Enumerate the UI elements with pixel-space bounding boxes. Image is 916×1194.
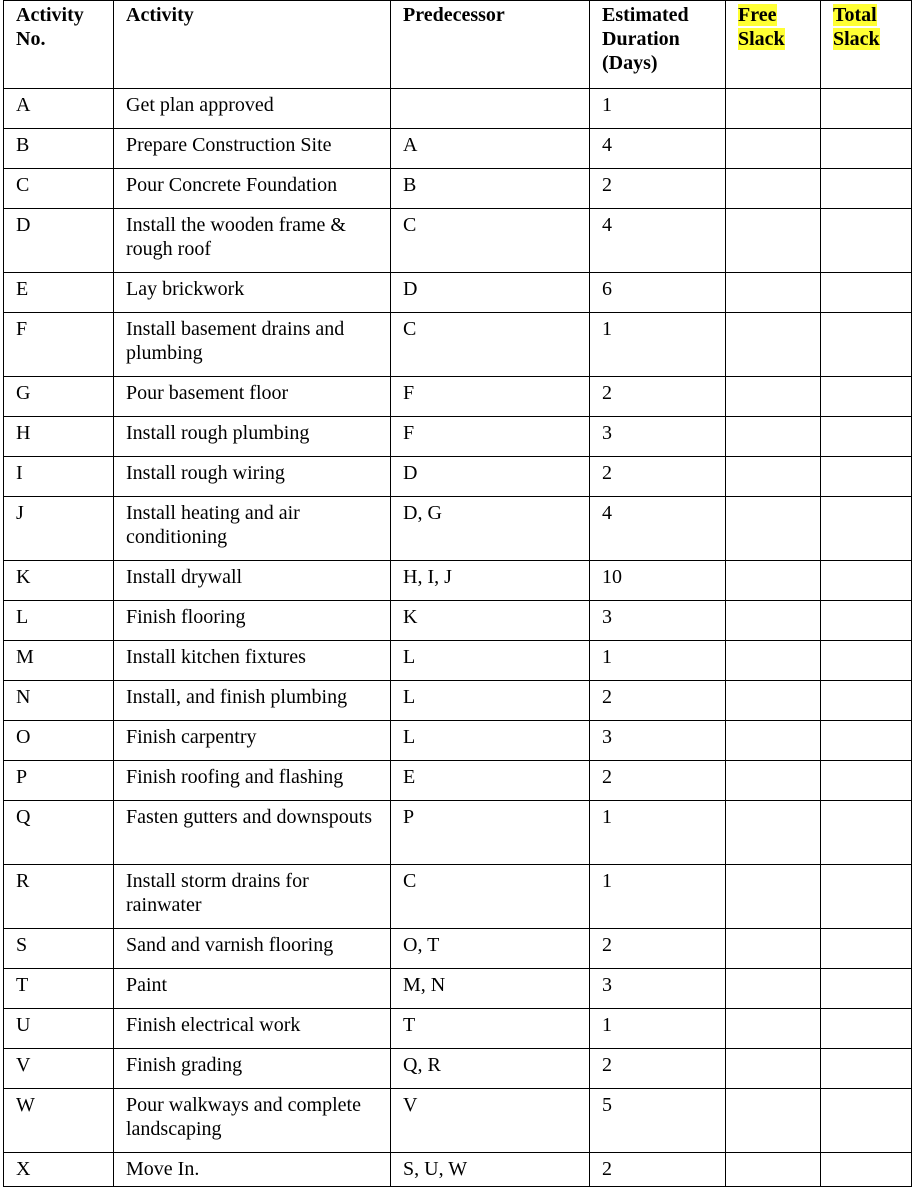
cell-no: R [4,865,114,929]
cell-free-slack[interactable] [726,1153,821,1187]
cell-total-slack[interactable] [821,601,912,641]
cell-free-slack[interactable] [726,601,821,641]
table-row [4,641,912,681]
header-row [4,1,912,89]
cell-duration: 2 [590,1049,726,1089]
cell-free-slack[interactable] [726,969,821,1009]
cell-total-slack[interactable] [821,417,912,457]
table-row [4,273,912,313]
table-row [4,561,912,601]
cell-activity: Install heating and air conditioning [114,497,391,561]
cell-total-slack[interactable] [821,129,912,169]
header-predecessor: Predecessor [391,1,590,89]
cell-duration: 3 [590,721,726,761]
cell-duration: 1 [590,89,726,129]
cell-no: I [4,457,114,497]
cell-no: M [4,641,114,681]
cell-free-slack[interactable] [726,273,821,313]
cell-activity: Lay brickwork [114,273,391,313]
cell-free-slack[interactable] [726,641,821,681]
header-activity-no: Activity No. [4,1,114,89]
table-row [4,1153,912,1187]
table-row [4,1009,912,1049]
cell-free-slack[interactable] [726,89,821,129]
cell-free-slack[interactable] [726,497,821,561]
table-row [4,417,912,457]
cell-no: P [4,761,114,801]
cell-activity: Install storm drains for rainwater [114,865,391,929]
cell-duration: 2 [590,929,726,969]
cell-no: U [4,1009,114,1049]
cell-free-slack[interactable] [726,377,821,417]
cell-predecessor: D, G [391,497,590,561]
cell-free-slack[interactable] [726,1089,821,1153]
table-row [4,313,912,377]
cell-predecessor: V [391,1089,590,1153]
cell-predecessor: L [391,681,590,721]
cell-predecessor: P [391,801,590,865]
cell-total-slack[interactable] [821,1049,912,1089]
cell-free-slack[interactable] [726,681,821,721]
cell-duration: 1 [590,801,726,865]
total-slack-label: Total Slack [833,4,880,50]
cell-predecessor: E [391,761,590,801]
cell-no: B [4,129,114,169]
cell-activity: Fasten gutters and downspouts [114,801,391,865]
cell-total-slack[interactable] [821,969,912,1009]
cell-no: Q [4,801,114,865]
table-row [4,209,912,273]
cell-activity: Install rough plumbing [114,417,391,457]
cell-predecessor: D [391,273,590,313]
cell-predecessor: K [391,601,590,641]
cell-activity: Get plan approved [114,89,391,129]
cell-total-slack[interactable] [821,377,912,417]
cell-no: F [4,313,114,377]
cell-duration: 4 [590,129,726,169]
cell-duration: 2 [590,377,726,417]
cell-activity: Finish carpentry [114,721,391,761]
cell-free-slack[interactable] [726,761,821,801]
cell-no: V [4,1049,114,1089]
cell-predecessor: O, T [391,929,590,969]
table-row [4,865,912,929]
cell-predecessor: Q, R [391,1049,590,1089]
cell-total-slack[interactable] [821,761,912,801]
cell-predecessor: S, U, W [391,1153,590,1187]
cell-duration: 3 [590,601,726,641]
cell-duration: 1 [590,1009,726,1049]
cell-duration: 1 [590,313,726,377]
table-body [4,89,912,1187]
cell-predecessor: L [391,641,590,681]
cell-activity: Install kitchen fixtures [114,641,391,681]
cell-free-slack[interactable] [726,929,821,969]
cell-no: D [4,209,114,273]
cell-duration: 1 [590,865,726,929]
table-row [4,1089,912,1153]
cell-duration: 4 [590,497,726,561]
cell-no: X [4,1153,114,1187]
header-activity: Activity [114,1,391,89]
cell-duration: 2 [590,169,726,209]
cell-free-slack[interactable] [726,457,821,497]
cell-no: S [4,929,114,969]
cell-activity: Pour Concrete Foundation [114,169,391,209]
cell-activity: Install, and finish plumbing [114,681,391,721]
cell-predecessor: T [391,1009,590,1049]
cell-predecessor: L [391,721,590,761]
cell-activity: Move In. [114,1153,391,1187]
cell-predecessor: F [391,377,590,417]
table-row [4,969,912,1009]
cell-duration: 6 [590,273,726,313]
cell-predecessor: B [391,169,590,209]
cell-activity: Install drywall [114,561,391,601]
cell-total-slack[interactable] [821,1009,912,1049]
cell-total-slack[interactable] [821,1153,912,1187]
cell-predecessor: D [391,457,590,497]
cell-total-slack[interactable] [821,641,912,681]
cell-activity: Finish flooring [114,601,391,641]
cell-total-slack[interactable] [821,561,912,601]
cell-total-slack[interactable] [821,313,912,377]
cell-total-slack[interactable] [821,721,912,761]
cell-total-slack[interactable] [821,457,912,497]
cell-predecessor [391,89,590,129]
cell-activity: Finish roofing and flashing [114,761,391,801]
cell-activity: Pour basement floor [114,377,391,417]
cell-duration: 2 [590,1153,726,1187]
cell-predecessor: C [391,865,590,929]
table-row [4,681,912,721]
cell-no: O [4,721,114,761]
cell-duration: 3 [590,417,726,457]
cell-predecessor: C [391,209,590,273]
cell-no: K [4,561,114,601]
cell-free-slack[interactable] [726,561,821,601]
cell-activity: Install the wooden frame & rough roof [114,209,391,273]
cell-duration: 1 [590,641,726,681]
cell-no: H [4,417,114,457]
cell-total-slack[interactable] [821,497,912,561]
cell-free-slack[interactable] [726,721,821,761]
cell-activity: Prepare Construction Site [114,129,391,169]
cell-no: E [4,273,114,313]
cell-total-slack[interactable] [821,209,912,273]
cell-duration: 10 [590,561,726,601]
cell-total-slack[interactable] [821,89,912,129]
cell-duration: 2 [590,681,726,721]
cell-predecessor: F [391,417,590,457]
cell-predecessor: H, I, J [391,561,590,601]
activity-table [3,0,912,1187]
cell-duration: 5 [590,1089,726,1153]
cell-free-slack[interactable] [726,129,821,169]
cell-duration: 2 [590,457,726,497]
cell-no: T [4,969,114,1009]
cell-total-slack[interactable] [821,681,912,721]
cell-no: C [4,169,114,209]
header-free-slack [726,1,821,89]
cell-free-slack[interactable] [726,1049,821,1089]
cell-predecessor: M, N [391,969,590,1009]
cell-free-slack[interactable] [726,865,821,929]
cell-activity: Finish grading [114,1049,391,1089]
cell-predecessor: A [391,129,590,169]
header-duration: Estimated Duration (Days) [590,1,726,89]
cell-activity: Install basement drains and plumbing [114,313,391,377]
table-row [4,89,912,129]
cell-free-slack[interactable] [726,417,821,457]
cell-total-slack[interactable] [821,273,912,313]
cell-predecessor: C [391,313,590,377]
cell-duration: 3 [590,969,726,1009]
cell-duration: 4 [590,209,726,273]
cell-duration: 2 [590,761,726,801]
table-row [4,761,912,801]
cell-total-slack[interactable] [821,169,912,209]
cell-no: L [4,601,114,641]
cell-activity: Finish electrical work [114,1009,391,1049]
cell-activity: Sand and varnish flooring [114,929,391,969]
cell-activity: Pour walkways and complete landscaping [114,1089,391,1153]
table-row [4,497,912,561]
table-row [4,1049,912,1089]
cell-free-slack[interactable] [726,313,821,377]
table-row [4,721,912,761]
cell-activity: Paint [114,969,391,1009]
cell-free-slack[interactable] [726,169,821,209]
table-row [4,129,912,169]
cell-free-slack[interactable] [726,209,821,273]
table-row [4,169,912,209]
cell-no: G [4,377,114,417]
cell-no: A [4,89,114,129]
table-row [4,801,912,865]
cell-total-slack[interactable] [821,1089,912,1153]
cell-no: J [4,497,114,561]
free-slack-label: Free Slack [738,4,785,50]
cell-activity: Install rough wiring [114,457,391,497]
table-row [4,457,912,497]
cell-no: N [4,681,114,721]
cell-free-slack[interactable] [726,1009,821,1049]
cell-total-slack[interactable] [821,801,912,865]
table-row [4,929,912,969]
cell-no: W [4,1089,114,1153]
cell-total-slack[interactable] [821,865,912,929]
cell-total-slack[interactable] [821,929,912,969]
table-row [4,377,912,417]
header-total-slack [821,1,912,89]
cell-free-slack[interactable] [726,801,821,865]
table-row [4,601,912,641]
